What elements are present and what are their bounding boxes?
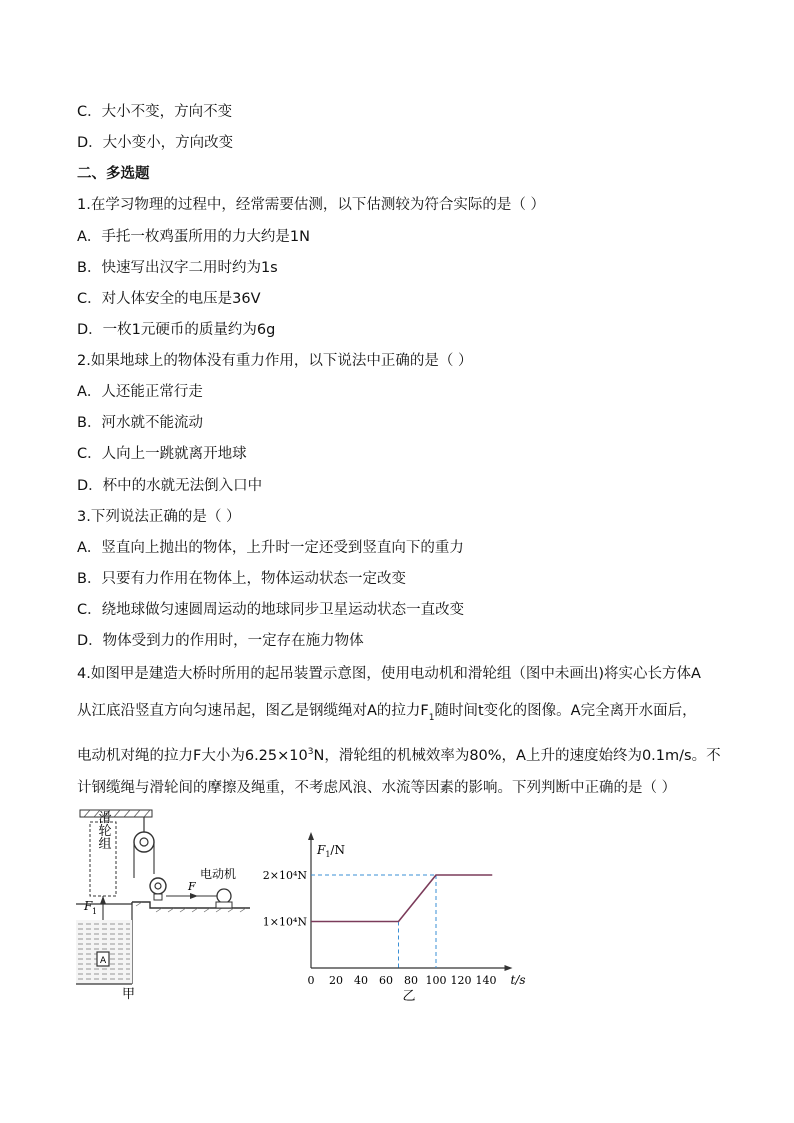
x-tick-label: 20 bbox=[329, 974, 343, 987]
q4-l2a: 从江底沿竖直方向匀速吊起，图乙是钢缆绳对A的拉力F bbox=[77, 703, 429, 719]
question-4-line-4: 计钢缆绳与滑轮间的摩擦及绳重，不考虑风浪、水流等因素的影响。下列判断中正确的是（ ） bbox=[77, 780, 677, 796]
question-4-line-2 bbox=[77, 701, 697, 723]
y-axis-arrow bbox=[308, 832, 314, 840]
x-axis-label: t/s bbox=[510, 973, 526, 987]
figure-container bbox=[70, 808, 540, 1008]
motor-label: 电动机 bbox=[200, 867, 237, 881]
q4-l2-sub: 1 bbox=[428, 713, 435, 723]
option-d: D．大小变小，方向改变 bbox=[77, 135, 234, 151]
q3-option-a: A．竖直向上抛出的物体，上升时一定还受到竖直向下的重力 bbox=[77, 540, 464, 556]
caption-jia: 甲 bbox=[122, 987, 136, 1002]
option-c: C．大小不变，方向不变 bbox=[77, 104, 233, 120]
x-tick-label: 0 bbox=[307, 974, 315, 987]
y-tick-label: 2×10⁴N bbox=[262, 869, 307, 882]
q2-option-b: B．河水就不能流动 bbox=[77, 415, 203, 431]
x-tick-label: 60 bbox=[379, 974, 393, 987]
q1-option-d: D．一枚1元硬币的质量约为6g bbox=[77, 322, 276, 338]
figure-jia bbox=[76, 810, 250, 1002]
f-arrow bbox=[190, 893, 198, 899]
x-axis-arrow bbox=[505, 965, 513, 971]
block-a-label: A bbox=[100, 956, 107, 966]
question-4-line-3 bbox=[77, 742, 721, 766]
q3-option-b: B．只要有力作用在物体上，物体运动状态一定改变 bbox=[77, 571, 406, 587]
section-title: 二、多选题 bbox=[77, 166, 150, 182]
f1-arrow bbox=[100, 896, 106, 904]
q1-option-b: B．快速写出汉字二用时约为1s bbox=[77, 260, 278, 276]
question-3: 3.下列说法正确的是（ ） bbox=[77, 509, 241, 525]
q4-l3-sup: 3 bbox=[307, 747, 314, 757]
pulley-group-label: 滑轮组 bbox=[95, 810, 111, 850]
data-line bbox=[311, 875, 492, 922]
question-4: 4.如图甲是建造大桥时所用的起吊装置示意图，使用电动机和滑轮组（图中未画出)将实心长方体A bbox=[77, 666, 701, 682]
x-tick-label: 80 bbox=[404, 974, 418, 987]
q4-l3b: N，滑轮组的机械效率为80%，A上升的速度始终为0.1m/s。不 bbox=[313, 747, 721, 764]
top-beam bbox=[80, 810, 152, 817]
q3-option-c: C．绕地球做匀速圆周运动的地球同步卫星运动状态一直改变 bbox=[77, 602, 465, 618]
q2-option-c: C．人向上一跳就离开地球 bbox=[77, 446, 247, 462]
question-1: 1.在学习物理的过程中，经常需要估测，以下估测较为符合实际的是（ ） bbox=[77, 197, 545, 213]
q3-option-d: D．物体受到力的作用时，一定存在施力物体 bbox=[77, 633, 364, 649]
q4-l2b: 随时间t变化的图像。A完全离开水面后， bbox=[434, 703, 697, 719]
q2-option-d: D．杯中的水就无法倒入口中 bbox=[77, 478, 263, 494]
q2-option-a: A．人还能正常行走 bbox=[77, 384, 203, 400]
caption-yi: 乙 bbox=[402, 989, 416, 1004]
x-tick-label: 140 bbox=[475, 974, 497, 987]
y-tick-label: 1×10⁴N bbox=[262, 915, 307, 929]
motor bbox=[217, 889, 231, 903]
y-axis-label: $F_1/N$ bbox=[317, 843, 345, 859]
f1-label: F bbox=[84, 899, 93, 913]
figure-yi-chart bbox=[263, 832, 526, 1004]
q4-l3a: 电动机对绳的拉力F大小为6.25×10 bbox=[77, 747, 308, 764]
f1-sub: 1 bbox=[92, 907, 98, 916]
question-2: 2.如果地球上的物体没有重力作用，以下说法中正确的是（ ） bbox=[77, 353, 473, 369]
q1-option-c: C．对人体安全的电压是36V bbox=[77, 291, 261, 307]
f-label: F bbox=[188, 880, 196, 893]
x-tick-label: 120 bbox=[450, 974, 472, 987]
q1-option-a: A．手托一枚鸡蛋所用的力大约是1N bbox=[77, 229, 310, 245]
x-tick-label: 100 bbox=[425, 974, 447, 987]
x-tick-label: 40 bbox=[354, 974, 368, 987]
